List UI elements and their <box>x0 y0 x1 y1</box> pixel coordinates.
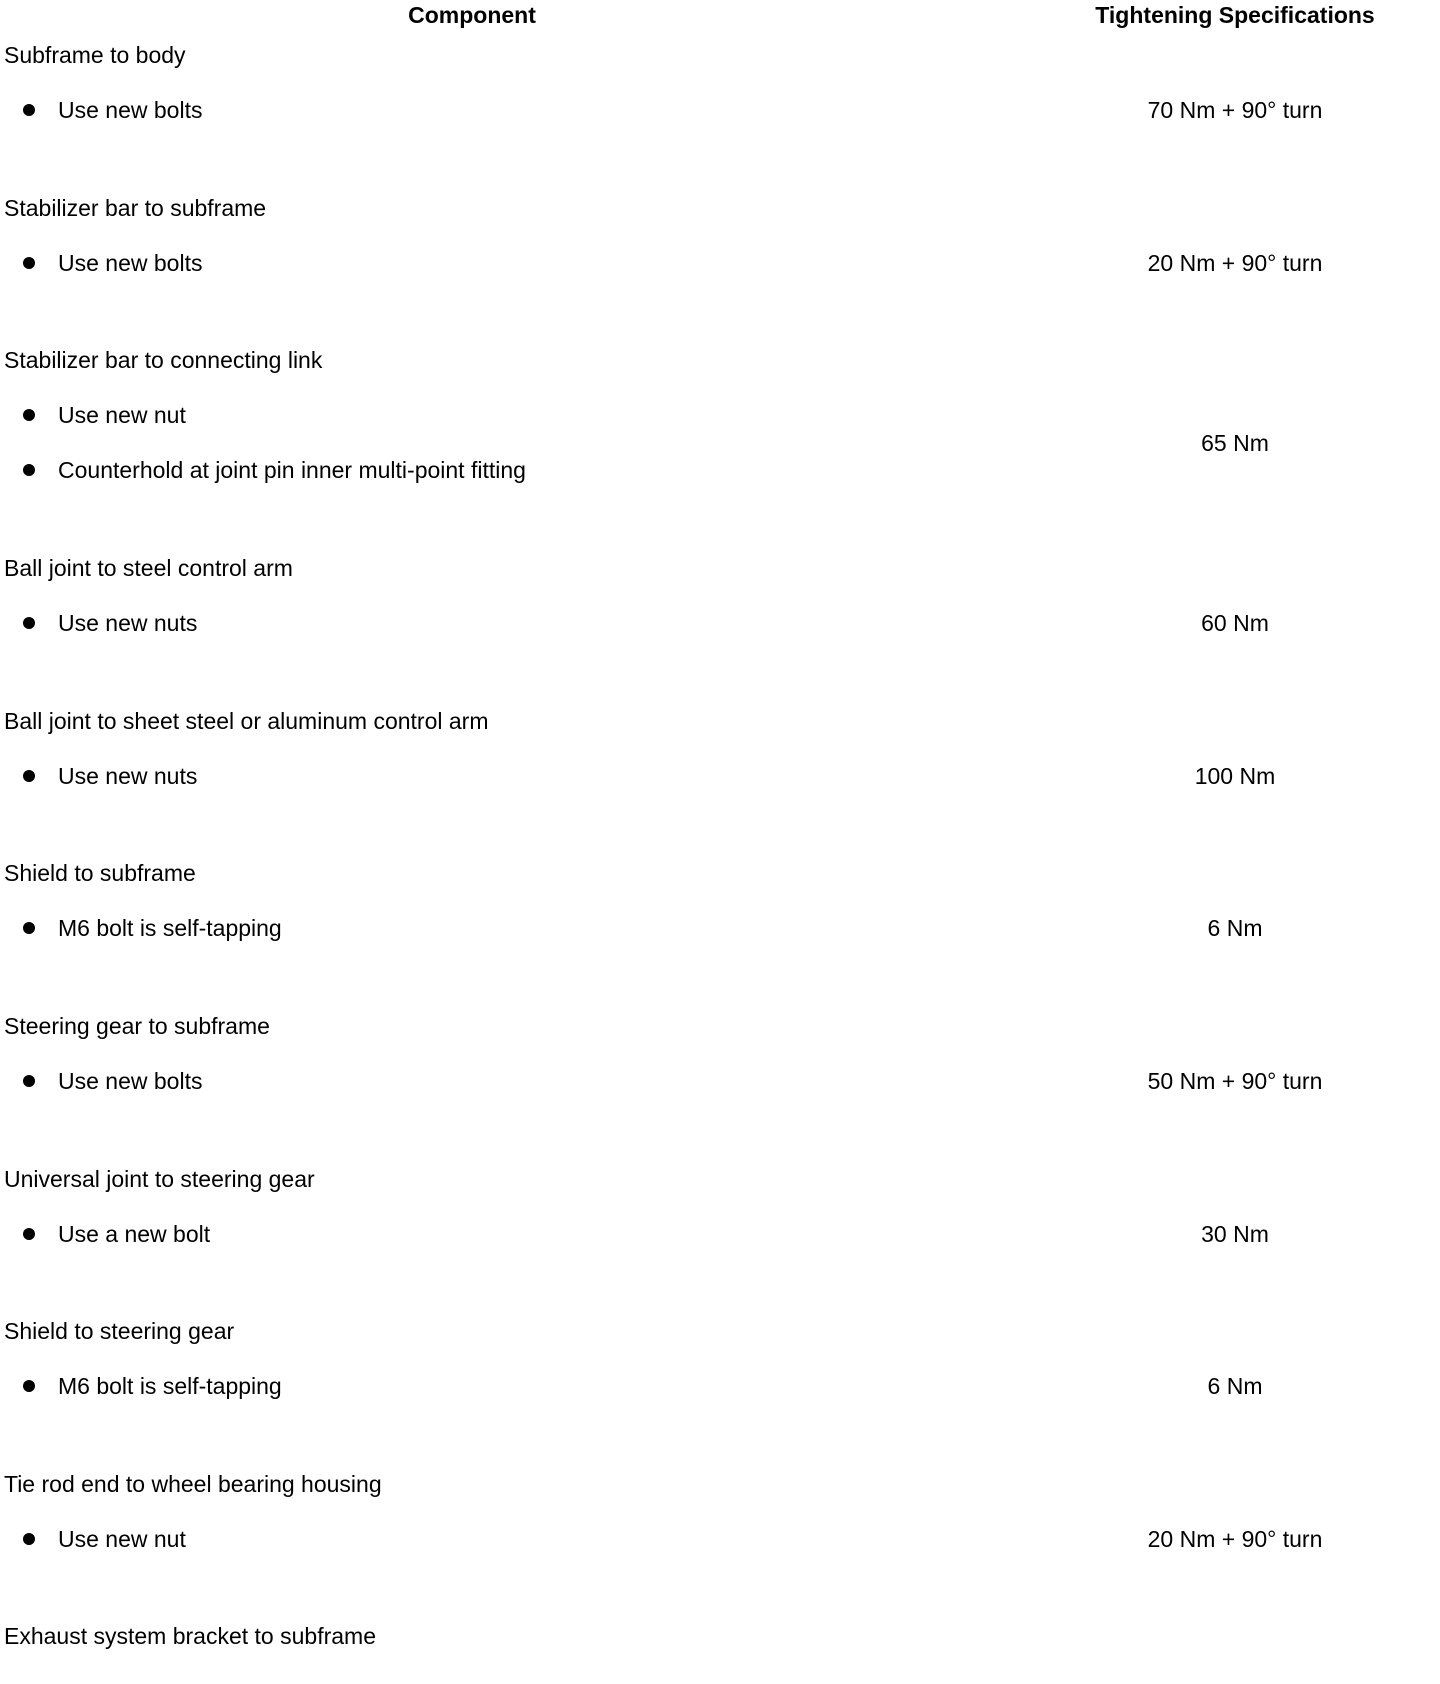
bullet-icon <box>23 1380 35 1392</box>
bullet-icon <box>23 617 35 629</box>
component-name: Shield to steering gear <box>4 1318 235 1344</box>
bullet-icon <box>23 922 35 934</box>
component-note <box>20 455 526 485</box>
component-note <box>20 913 282 943</box>
bullet-icon <box>23 1533 35 1545</box>
component-name: Ball joint to steel control arm <box>4 555 293 581</box>
component-note <box>20 1371 282 1401</box>
component-name: Ball joint to sheet steel or aluminum control arm <box>4 708 489 734</box>
component-name: Universal joint to steering gear <box>4 1166 315 1192</box>
component-note <box>20 608 197 638</box>
tightening-spec-value: 20 Nm + 90° turn <box>1147 1526 1323 1552</box>
component-note <box>20 1219 210 1249</box>
component-note <box>20 248 202 278</box>
tightening-spec-value: 30 Nm <box>1201 1221 1269 1247</box>
bullet-icon <box>23 409 35 421</box>
bullet-icon <box>23 1228 35 1240</box>
column-header-tightening-specifications: Tightening Specifications <box>1095 2 1375 28</box>
tightening-spec-value: 6 Nm <box>1207 915 1263 941</box>
bullet-icon <box>23 464 35 476</box>
component-note <box>20 400 186 430</box>
note-text: Use new nut <box>58 402 186 428</box>
component-note <box>20 761 197 791</box>
bullet-icon <box>23 1075 35 1087</box>
bullet-icon <box>23 104 35 116</box>
component-name: Tie rod end to wheel bearing housing <box>4 1471 382 1497</box>
note-text: Use new nuts <box>58 610 198 636</box>
note-text: Use a new bolt <box>58 1221 211 1247</box>
note-text: M6 bolt is self-tapping <box>58 1373 282 1399</box>
component-note <box>20 1066 202 1096</box>
note-text: Counterhold at joint pin inner multi-point fitting <box>58 457 526 483</box>
column-header-component: Component <box>408 2 536 28</box>
tightening-spec-value: 20 Nm + 90° turn <box>1147 250 1323 276</box>
note-text: Use new bolts <box>58 1068 203 1094</box>
component-name: Subframe to body <box>4 42 186 68</box>
component-name: Exhaust system bracket to subframe <box>4 1623 376 1649</box>
component-name: Steering gear to subframe <box>4 1013 270 1039</box>
component-note <box>20 95 202 125</box>
tightening-spec-value: 70 Nm + 90° turn <box>1147 97 1323 123</box>
note-text: Use new bolts <box>58 97 203 123</box>
bullet-icon <box>23 770 35 782</box>
bullet-icon <box>23 257 35 269</box>
component-name: Shield to subframe <box>4 860 196 886</box>
tightening-spec-value: 6 Nm <box>1207 1373 1263 1399</box>
note-text: Use new bolts <box>58 250 203 276</box>
tightening-spec-value: 60 Nm <box>1201 610 1269 636</box>
tightening-spec-value: 65 Nm <box>1201 429 1269 456</box>
note-text: Use new nuts <box>58 763 198 789</box>
component-note <box>20 1524 186 1554</box>
note-text: Use new nut <box>58 1526 186 1552</box>
component-name: Stabilizer bar to subframe <box>4 195 267 221</box>
note-text: M6 bolt is self-tapping <box>58 915 282 941</box>
component-name: Stabilizer bar to connecting link <box>4 347 323 373</box>
tightening-spec-value: 100 Nm <box>1194 763 1276 789</box>
tightening-spec-value: 50 Nm + 90° turn <box>1147 1068 1323 1094</box>
